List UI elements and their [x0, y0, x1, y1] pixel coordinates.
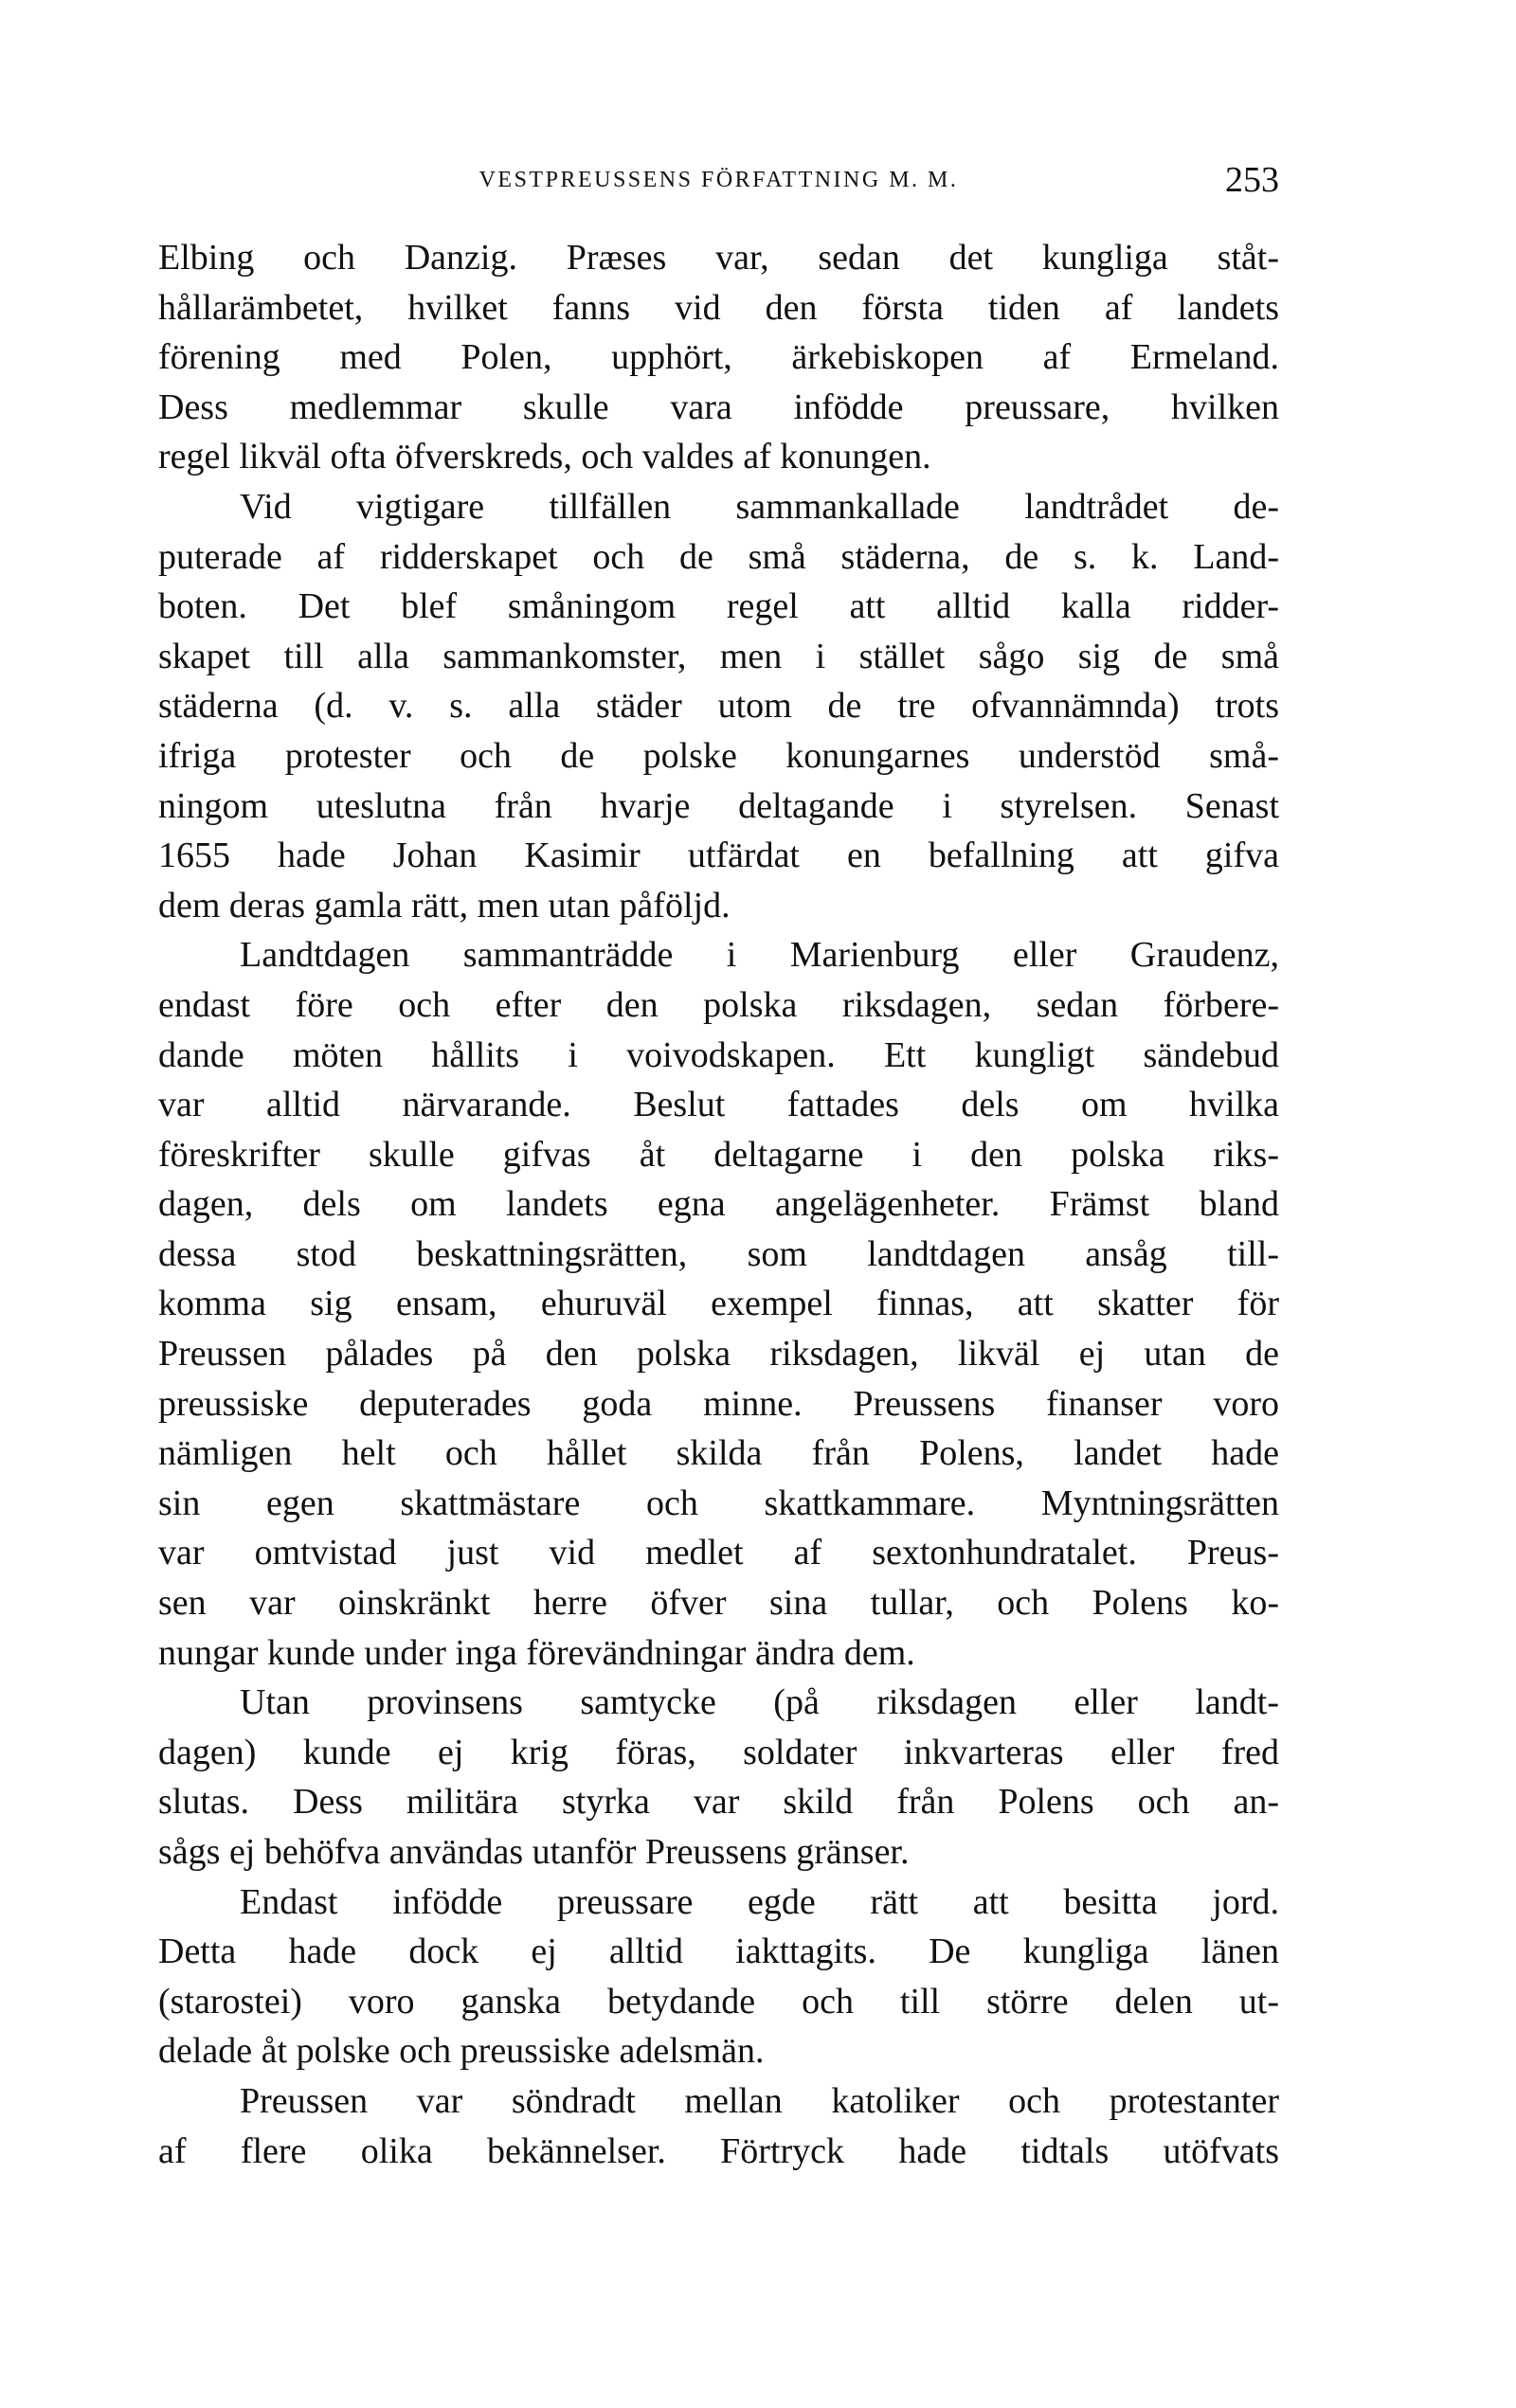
text-line: regel likväl ofta öfverskreds, och valdes af konungen.	[158, 437, 931, 477]
text-line: sin egen skattmästare och skattkammare. Myntningsrätten	[158, 1483, 1279, 1523]
text-line: dem deras gamla rätt, men utan påföljd.	[158, 885, 731, 925]
text-line: Utan provinsens samtycke (på riksdagen eller landt-	[240, 1682, 1279, 1723]
text-line: nungar kunde under inga förevändningar ändra dem.	[158, 1632, 915, 1673]
text-line: (starostei) voro ganska betydande och till större delen ut-	[158, 1981, 1279, 2022]
text-line: Landtdagen sammanträdde i Marienburg eller Graudenz,	[240, 935, 1279, 976]
text-line: Detta hade dock ej alltid iakttagits. De kungliga länen	[158, 1932, 1279, 1972]
text-line: dagen) kunde ej krig föras, soldater inkvarteras eller fred	[158, 1732, 1279, 1772]
text-line: af flere olika bekännelser. Förtryck hade tidtals utöfvats	[158, 2130, 1279, 2171]
text-line: sågs ej behöfva användas utanför Preussens gränser.	[158, 1832, 910, 1872]
text-line: förening med Polen, upphört, ärkebiskopen af Ermeland.	[158, 337, 1279, 378]
text-line: Vid vigtigare tillfällen sammankallade landtrådet de-	[240, 486, 1279, 527]
text-line: var alltid närvarande. Beslut fattades dels om hvilka	[158, 1085, 1279, 1125]
text-line: ifriga protester och de polske konungarnes understöd små-	[158, 735, 1279, 776]
text-line: ningom uteslutna från hvarje deltagande i styrelsen. Senast	[158, 785, 1279, 826]
text-line: Preussen pålades på den polska riksdagen, likväl ej utan de	[158, 1334, 1279, 1375]
text-line: slutas. Dess militära styrka var skild från Polens och an-	[158, 1782, 1279, 1823]
text-line: sen var oinskränkt herre öfver sina tullar, och Polens ko-	[158, 1583, 1279, 1624]
text-line: var omtvistad just vid medlet af sextonhundratalet. Preus-	[158, 1533, 1279, 1573]
text-line: hållarämbetet, hvilket fanns vid den första tiden af landets	[158, 287, 1279, 328]
running-head: VESTPREUSSENS FÖRFATTNING M. M.	[478, 168, 959, 192]
text-line: dagen, dels om landets egna angelägenheter. Främst bland	[158, 1184, 1279, 1225]
text-line: nämligen helt och hållet skilda från Polens, landet hade	[158, 1433, 1279, 1474]
text-line: städerna (d. v. s. alla städer utom de tre ofvannämnda) trots	[158, 686, 1279, 727]
text-line: puterade af ridderskapet och de små städerna, de s. k. Land-	[158, 536, 1279, 577]
text-line: Preussen var söndradt mellan katoliker och protestanter	[240, 2080, 1279, 2121]
text-line: föreskrifter skulle gifvas åt deltagarne i den polska riks-	[158, 1134, 1279, 1175]
page-header	[158, 159, 1279, 201]
text-line: delade åt polske och preussiske adelsmän.	[158, 2031, 765, 2072]
text-line: preussiske deputerades goda minne. Preussens finanser voro	[158, 1383, 1279, 1424]
text-line: Endast infödde preussare egde rätt att besitta jord.	[240, 1881, 1279, 1922]
text-line: komma sig ensam, ehuruväl exempel finnas, att skatter för	[158, 1284, 1279, 1324]
page-number: 253	[1225, 160, 1279, 200]
text-line: 1655 hade Johan Kasimir utfärdat en befallning att gifva	[158, 836, 1279, 876]
text-line: endast före och efter den polska riksdagen, sedan förbere-	[158, 984, 1279, 1025]
text-line: Dess medlemmar skulle vara infödde preussare, hvilken	[158, 386, 1279, 427]
text-line: dande möten hållits i voivodskapen. Ett kungligt sändebud	[158, 1034, 1279, 1075]
text-line: Elbing och Danzig. Præses var, sedan det kungliga ståt-	[158, 238, 1279, 278]
text-line: skapet till alla sammankomster, men i stället sågo sig de små	[158, 636, 1279, 676]
text-line: dessa stod beskattningsrätten, som landtdagen ansåg till-	[158, 1233, 1279, 1274]
text-line: boten. Det blef småningom regel att alltid kalla ridder-	[158, 586, 1279, 627]
body-text	[158, 233, 1279, 2176]
